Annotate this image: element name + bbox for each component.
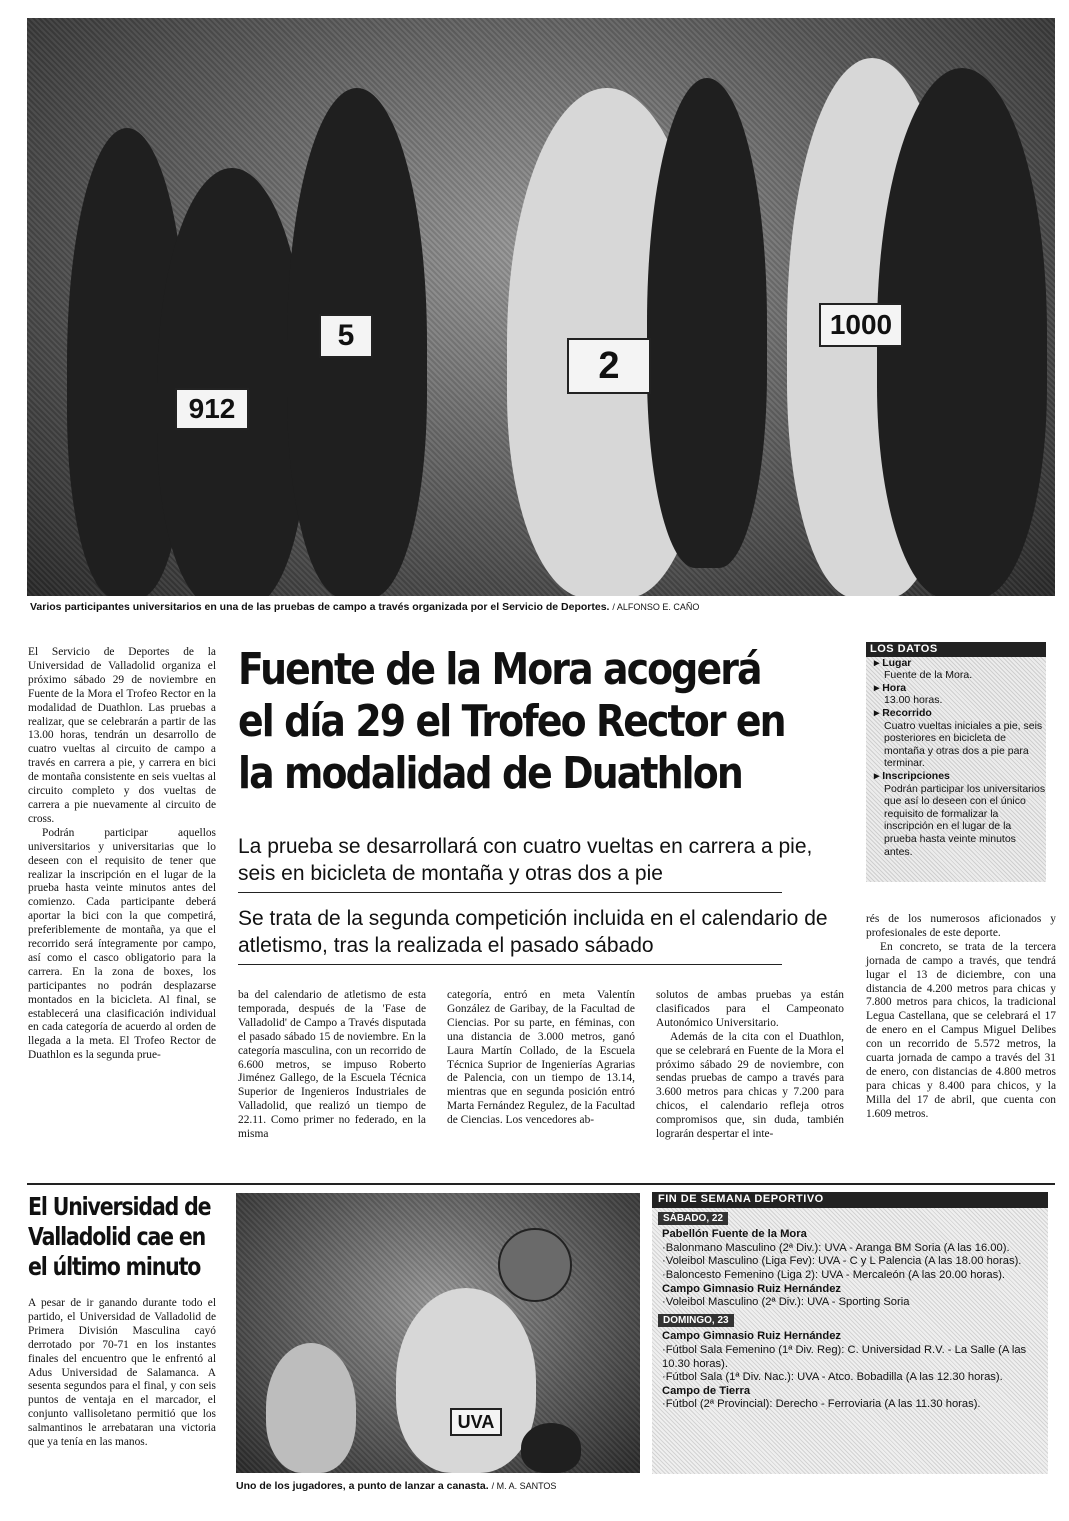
photo-credit: / M. A. SANTOS bbox=[491, 1481, 557, 1491]
venue-name: Pabellón Fuente de la Mora bbox=[662, 1228, 807, 1241]
paragraph: El Servicio de Deportes de la Universidad de Valladolid organiza el próximo sábado 29 de noviembre en Fuente de la Mora el Trofeo Rector en la modalidad de Duathlon. Las pruebas a realizar, que se celebrarán a partir de las 13.00 horas, tendrán un desarrollo de cuatro vueltas al circuito de campo a través en carrera a pie, y carrera en bici de montaña consistente en seis vueltas al circuito completo y dos vueltas de carrera a pie nuevamente al circuito de cross. bbox=[28, 646, 216, 825]
top-photo bbox=[27, 18, 1055, 596]
event-item: ·Fútbol (2ª Provincial): Derecho - Ferroviaria (A las 11.30 horas). bbox=[662, 1398, 981, 1411]
event-item: ·Fútbol Sala (1ª Div. Nac.): UVA - Atco. Bobadilla (A las 12.30 horas). bbox=[662, 1371, 1003, 1384]
event-item: ·Voleibol Masculino (2ª Div.): UVA - Sporting Soria bbox=[662, 1296, 910, 1309]
venue-name: Campo de Tierra bbox=[662, 1384, 751, 1397]
article-column-1 bbox=[28, 646, 216, 1063]
bib-number: 912 bbox=[175, 388, 249, 430]
paragraph: rés de los numerosos aficionados y profesionales de este deporte. bbox=[866, 913, 1056, 939]
event-item: ·Fútbol Sala Femenino (1ª Div. Reg): C. Universidad R.V. - La Salle (A las 10.30 horas). bbox=[662, 1343, 1027, 1370]
paragraph: solutos de ambas pruebas ya están clasificados para el Campeonato Autonómico Universitario. bbox=[656, 989, 844, 1029]
event-item: ·Balonmano Masculino (2ª Div.): UVA - Aranga BM Soria (A las 16.00). bbox=[662, 1241, 1010, 1254]
bullet-icon: ▸ bbox=[874, 681, 883, 694]
article-subhead-2: Se trata de la segunda competición incluida en el calendario de atletismo, tras la realizada el pasado sábado bbox=[238, 907, 828, 957]
day-label: SÁBADO, 22 bbox=[658, 1212, 728, 1226]
datos-item: ▸ Recorrido Cuatro vueltas iniciales a pie, seis posteriores en bicicleta de montaña y otras dos a pie para terminar. bbox=[874, 706, 1043, 770]
section-divider bbox=[27, 1183, 1055, 1185]
article-column-3: categoría, entró en meta Valentín González de Garibay, de la Facultad de Ciencias. Por su parte, en féminas, con una distancia de 3.000 metros, ganó Laura Martín Collado, de la Escuela Técnica Suprior de Ingenierías Agrarias de Palencia, con un tiempo de 13.14, mientras que en segunda posición entró Marta Fernández Regulez, de la Facultad de Ciencias. Los vencedores ab- bbox=[447, 989, 635, 1127]
paragraph: En concreto, se trata de la tercera jornada de campo a través, que tendrá lugar el 13 de diciembre, con una distancia de 4.200 metros para chicas y 7.800 metros para chicos, la tradicional Legua Castellana, que se celebrará el 17 de enero en el Campus Miguel Delibes con un recorrido de 5.572 metros, la cuarta jornada de campo a través del 31 de enero, con distancias de 4.800 metros para chicas y 8.400 para chicos, y la Milla del 17 de abril, que cuenta con 1.609 metros. bbox=[866, 940, 1056, 1120]
bib-number: 1000 bbox=[819, 303, 903, 347]
venue-name: Campo Gimnasio Ruiz Hernández bbox=[662, 1282, 842, 1295]
jersey-text: UVA bbox=[450, 1408, 502, 1436]
fin-de-semana-box bbox=[652, 1192, 1048, 1474]
photo-caption bbox=[30, 601, 1050, 613]
datos-item: ▸ Inscripciones Podrán participar los universitarios que así lo deseen con el único requisito de formalizar la inscripción en el lugar de la prueba hasta veinte minutos antes. bbox=[874, 769, 1046, 858]
bib-number: 2 bbox=[567, 338, 651, 394]
fin-de-semana-title: FIN DE SEMANA DEPORTIVO bbox=[652, 1192, 1048, 1208]
los-datos-title: LOS DATOS bbox=[866, 642, 1046, 657]
article-column-5 bbox=[866, 913, 1056, 1122]
basket-headline: El Universidad de Valladolid cae en el último minuto bbox=[28, 1192, 211, 1281]
paragraph: Podrán participar aquellos universitarios y universitarias que lo deseen con el requisito de tener que realizar la inscripción en el lugar de la prueba hasta veinte minutos antes del comienzo. Cada participante deberá aportar la bici con la que competirá, preferiblemente de montaña, ya que el recorrido será íntegramente por campo, así como el casco obligatorio para la carrera. En la zona de boxes, los participantes no podrán desplazarse montados en la bicicleta. Al final, se establecerá una clasificación individual en cada categoría de acuerdo al orden de llegada a la meta. El Trofeo Rector de Duathlon es la segunda prue- bbox=[28, 826, 216, 1062]
divider bbox=[238, 964, 782, 965]
bullet-icon: ▸ bbox=[874, 769, 883, 782]
basket-body: A pesar de ir ganando durante todo el partido, el Universidad de Valladolid de Primera División Masculina cayó derrotado por 70-71 en los instantes finales del encuentro que le enfrentó al Adus Universidad de Salamanca. A sesenta segundos para el final, y con seis puntos de ventaja en el marcador, el conjunto vallisoletano permitió que los salmantinos le arrebataran una victoria que ya tenía en las manos. bbox=[28, 1297, 216, 1449]
datos-item: ▸ Hora 13.00 horas. bbox=[874, 681, 943, 707]
bullet-icon: ▸ bbox=[874, 656, 883, 669]
article-column-2: ba del calendario de atletismo de esta temporada, después de la 'Fase de Valladolid' de Campo a Través disputada el pasado sábado 15 de noviembre. En la categoría masculina, con un recorrido de 6.600 metros, se impuso Roberto Jiménez Gallego, de la Escuela Técnica Superior de Ingenieros Industriales de Valladolid, que realizó un tiempo de 22.11. Como primer no federado, en la misma bbox=[238, 989, 426, 1141]
venue-name: Campo Gimnasio Ruiz Hernández bbox=[662, 1330, 842, 1343]
caption-text: Varios participantes universitarios en una de las pruebas de campo a través organizada por el Servicio de Deportes. bbox=[30, 601, 610, 613]
article-headline: Fuente de la Mora acogerá el día 29 el Trofeo Rector en la modalidad de Duathlon bbox=[238, 644, 785, 799]
paragraph: Además de la cita con el Duathlon, que se celebrará en Fuente de la Mora el próximo sábado 29 de noviembre, con sendas pruebas de campo a través para 3.600 metros para chicas y 7.200 para chicos, el calendario refleja otros compromisos que, sin duda, también lograrán despertar el inte- bbox=[656, 1030, 844, 1141]
bullet-icon: ▸ bbox=[874, 706, 883, 719]
event-item: ·Voleibol Masculino (Liga Fev): UVA - C y L Palencia (A las 18.00 horas). bbox=[662, 1255, 1022, 1268]
los-datos-box bbox=[866, 642, 1046, 882]
basket-caption: Uno de los jugadores, a punto de lanzar a canasta. / M. A. SANTOS bbox=[236, 1480, 557, 1492]
article-subhead-1: La prueba se desarrollará con cuatro vueltas en carrera a pie, seis en bicicleta de montaña y otras dos a pie bbox=[238, 835, 813, 885]
event-item: ·Baloncesto Femenino (Liga 2): UVA - Mercaleón (A las 20.00 horas). bbox=[662, 1268, 1006, 1281]
datos-item: ▸ Lugar Fuente de la Mora. bbox=[874, 656, 973, 682]
basket-photo bbox=[236, 1193, 640, 1473]
day-label: DOMINGO, 23 bbox=[658, 1314, 734, 1328]
photo-credit: / ALFONSO E. CAÑO bbox=[612, 602, 700, 612]
basketball-icon bbox=[498, 1228, 572, 1302]
bib-number: 5 bbox=[319, 314, 373, 358]
article-column-4 bbox=[656, 989, 844, 1142]
divider bbox=[238, 892, 782, 893]
